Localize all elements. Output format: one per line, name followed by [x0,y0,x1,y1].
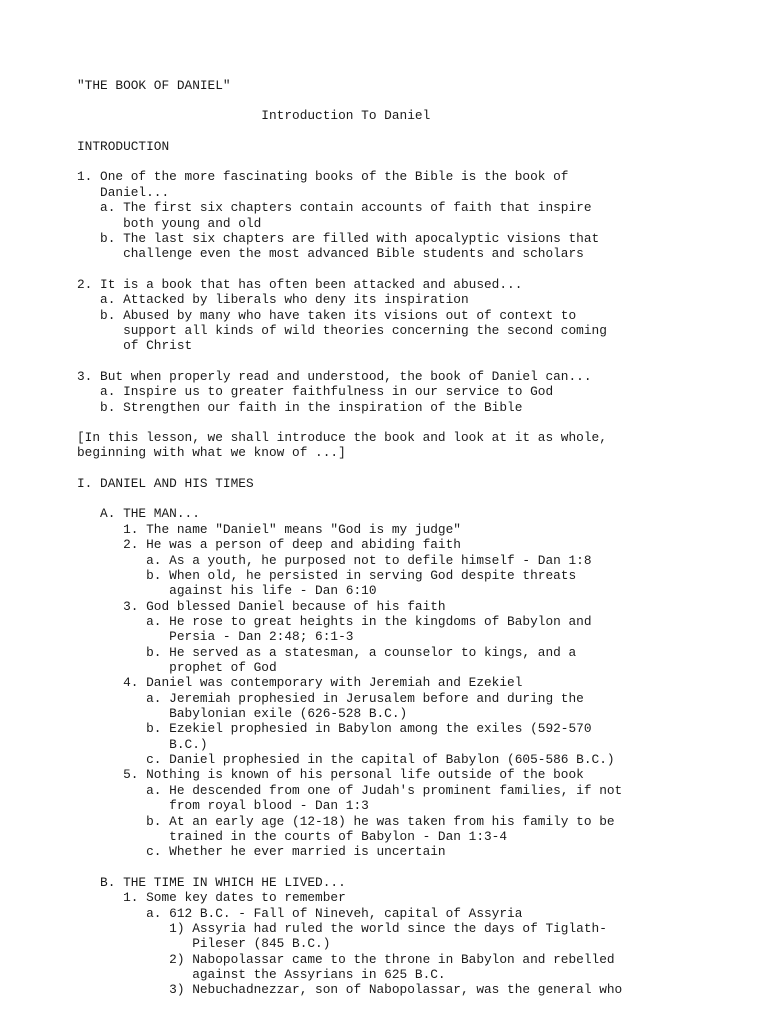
text-line: beginning with what we know of ...] [77,445,346,460]
text-line: a. The first six chapters contain accounts of faith that inspire [77,200,592,215]
text-line: a. Attacked by liberals who deny its inspiration [77,292,469,307]
text-line: 3. But when properly read and understood, the book of Daniel can... [77,369,592,384]
text-line: of Christ [77,338,193,353]
text-line: both young and old [77,216,262,231]
text-line: Persia - Dan 2:48; 6:1-3 [77,629,354,644]
text-line: c. Whether he ever married is uncertain [77,844,446,859]
text-line: a. He descended from one of Judah's prominent families, if not [77,783,623,798]
text-line: challenge even the most advanced Bible students and scholars [77,246,584,261]
text-line: 3) Nebuchadnezzar, son of Nabopolassar, was the general who [77,982,623,997]
text-line: [In this lesson, we shall introduce the book and look at it as whole, [77,430,607,445]
text-line: b. When old, he persisted in serving God despite threats [77,568,577,583]
document-title: "THE BOOK OF DANIEL" [77,78,231,93]
text-line: 1) Assyria had ruled the world since the days of Tiglath- [77,921,607,936]
text-line: a. 612 B.C. - Fall of Nineveh, capital of Assyria [77,906,523,921]
subsection-heading-the-time: B. THE TIME IN WHICH HE LIVED... [77,875,346,890]
text-line: b. Strengthen our faith in the inspiration of the Bible [77,400,523,415]
text-line: 3. God blessed Daniel because of his faith [77,599,446,614]
text-line: b. Ezekiel prophesied in Babylon among the exiles (592-570 [77,721,592,736]
text-line: B.C.) [77,737,208,752]
text-line: b. At an early age (12-18) he was taken from his family to be [77,814,615,829]
section-heading-daniel-and-his-times: I. DANIEL AND HIS TIMES [77,476,254,491]
text-line: prophet of God [77,660,277,675]
text-line: a. As a youth, he purposed not to defile himself - Dan 1:8 [77,553,592,568]
section-heading-introduction: INTRODUCTION [77,139,170,154]
text-line: 5. Nothing is known of his personal life outside of the book [77,767,584,782]
text-line: 2. He was a person of deep and abiding faith [77,537,461,552]
text-line: c. Daniel prophesied in the capital of Babylon (605-586 B.C.) [77,752,615,767]
text-line: against the Assyrians in 625 B.C. [77,967,446,982]
text-line: b. The last six chapters are filled with apocalyptic visions that [77,231,600,246]
document-subtitle: Introduction To Daniel [77,108,431,123]
text-line: 1. Some key dates to remember [77,890,346,905]
text-line: against his life - Dan 6:10 [77,583,377,598]
text-line: Daniel... [77,185,170,200]
text-line: 2) Nabopolassar came to the throne in Babylon and rebelled [77,952,615,967]
text-line: support all kinds of wild theories concerning the second coming [77,323,607,338]
text-line: a. Jeremiah prophesied in Jerusalem before and during the [77,691,584,706]
text-line: Pileser (845 B.C.) [77,936,331,951]
text-line: from royal blood - Dan 1:3 [77,798,369,813]
text-line: b. Abused by many who have taken its visions out of context to [77,308,577,323]
text-line: Babylonian exile (626-528 B.C.) [77,706,408,721]
text-line: b. He served as a statesman, a counselor to kings, and a [77,645,577,660]
text-line: a. Inspire us to greater faithfulness in our service to God [77,384,554,399]
subsection-heading-the-man: A. THE MAN... [77,506,200,521]
text-line: 1. One of the more fascinating books of the Bible is the book of [77,169,569,184]
text-line: 1. The name "Daniel" means "God is my judge" [77,522,461,537]
text-line: a. He rose to great heights in the kingdoms of Babylon and [77,614,592,629]
text-line: 2. It is a book that has often been attacked and abused... [77,277,523,292]
text-line: 4. Daniel was contemporary with Jeremiah and Ezekiel [77,675,523,690]
text-line: trained in the courts of Babylon - Dan 1:3-4 [77,829,508,844]
